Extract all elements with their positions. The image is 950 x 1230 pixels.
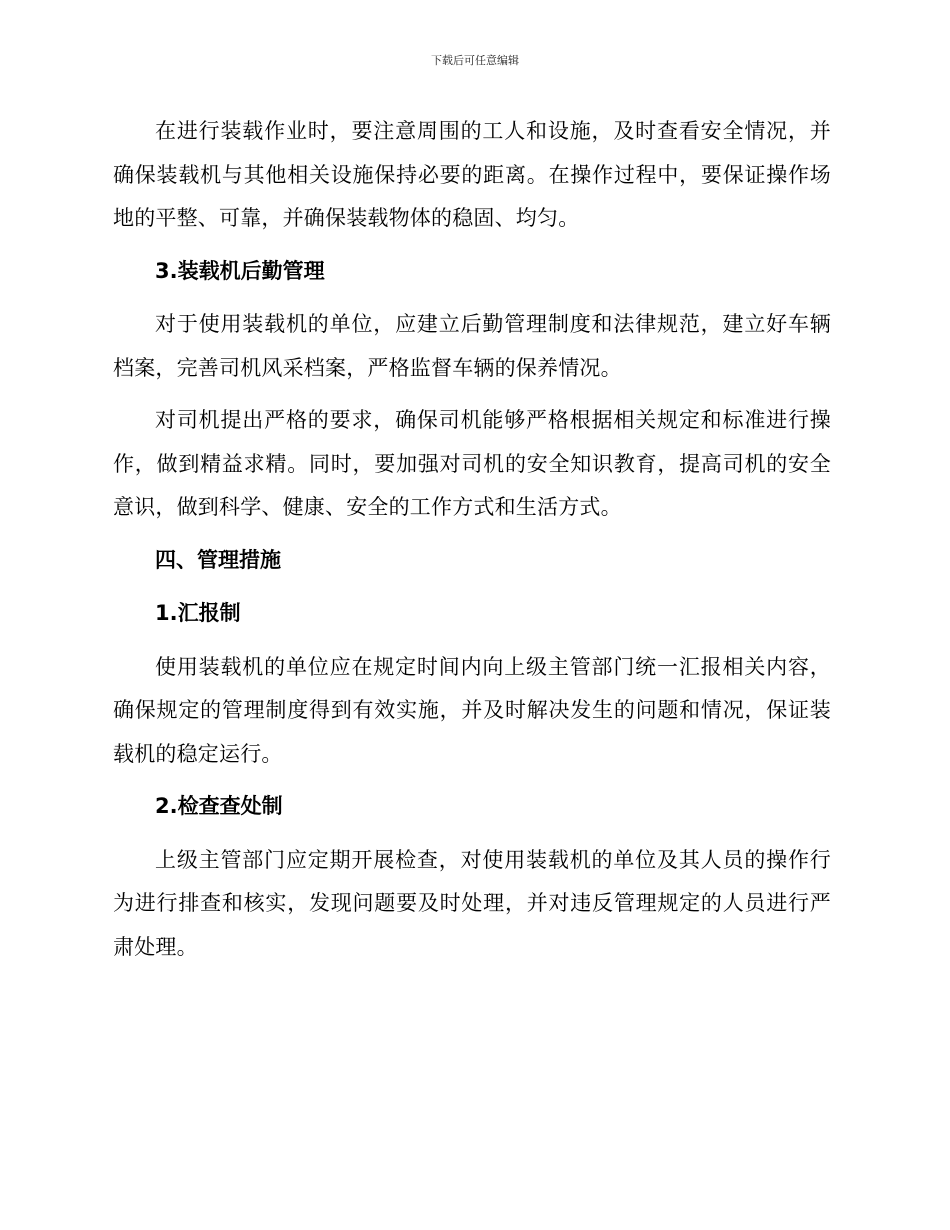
paragraph-loading-operation: 在进行装载作业时，要注意周围的工人和设施，及时查看安全情况，并确保装载机与其他相关设施保持必要的距离。在操作过程中，要保证操作场地的平整、可靠，并确保装载物体的稳固、均匀。 [113, 119, 831, 230]
paragraph-logistics-system: 对于使用装载机的单位，应建立后勤管理制度和法律规范，建立好车辆档案，完善司机风采档案，严格监督车辆的保养情况。 [113, 312, 831, 380]
heading-reporting-system: 1.汇报制 [155, 601, 241, 625]
paragraph-driver-requirements: 对司机提出严格的要求，确保司机能够严格根据相关规定和标准进行操作，做到精益求精。同时，要加强对司机的安全知识教育，提高司机的安全意识，做到科学、健康、安全的工作方式和生活方式。 [113, 408, 831, 519]
document-body [113, 110, 831, 978]
paragraph-inspection: 上级主管部门应定期开展检查，对使用装载机的单位及其人员的操作行为进行排查和核实，发现问题要及时处理，并对违反管理规定的人员进行严肃处理。 [113, 847, 831, 959]
heading-inspection-system: 2.检查查处制 [155, 794, 283, 818]
heading-management-measures: 四、管理措施 [155, 547, 281, 572]
heading-logistics-management: 3.装载机后勤管理 [155, 258, 325, 283]
page-header: 下载后可任意编辑 [431, 54, 519, 67]
paragraph-reporting: 使用装载机的单位应在规定时间内向上级主管部门统一汇报相关内容，确保规定的管理制度得到有效实施，并及时解决发生的问题和情况，保证装载机的稳定运行。 [113, 654, 831, 766]
